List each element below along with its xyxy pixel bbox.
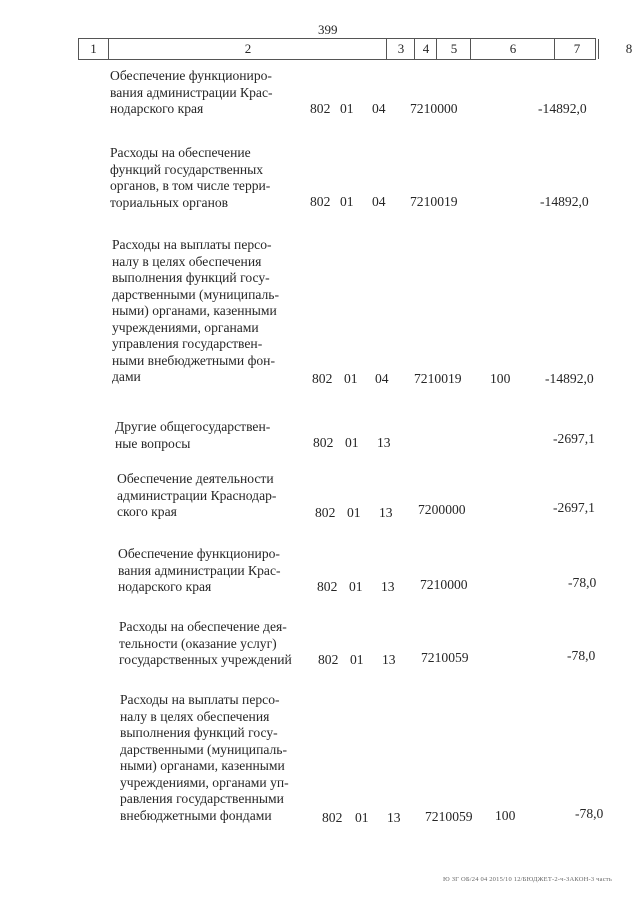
row-code-5: 13 xyxy=(381,579,395,594)
row-code-6: 7210019 xyxy=(414,371,462,386)
header-col-2: 2 xyxy=(108,39,387,59)
row-code-5: 13 xyxy=(379,505,393,520)
row-code-6: 7210000 xyxy=(420,577,468,592)
row-description: Обеспечение деятельности администрации Краснодар- ского края xyxy=(117,471,277,519)
header-col-4: 4 xyxy=(414,39,437,59)
row-code-6: 7210059 xyxy=(425,809,473,824)
row-code-5: 13 xyxy=(382,652,396,667)
row-code-5: 04 xyxy=(372,194,386,209)
row-code-3: 802 xyxy=(312,371,333,386)
row-code-4: 01 xyxy=(344,371,358,386)
page-number: 399 xyxy=(318,22,338,37)
row-code-7: 100 xyxy=(490,371,511,386)
row-amount: -2697,1 xyxy=(553,431,595,446)
row-code-6: 7200000 xyxy=(418,502,466,517)
row-description: Обеспечение функциониро- вания администрации Крас- нодарского края xyxy=(118,546,281,594)
row-description: Расходы на выплаты персо- налу в целях обеспечения выполнения функций госу- дарственными (муниципаль- ными) органами, казенными учреждениями, органами управления государствен- ными внебюджетными фон- дами xyxy=(112,237,280,384)
row-amount: -14892,0 xyxy=(540,194,589,209)
row-description: Расходы на выплаты персо- налу в целях обеспечения выполнения функций госу- дарственными (муниципаль- ными) органами, казенными учреждениями, органами уп- равления государственными внебюджетными фондами xyxy=(120,692,289,823)
row-description: Обеспечение функциониро- вания администрации Крас- нодарского края xyxy=(110,68,273,116)
row-code-4: 01 xyxy=(349,579,363,594)
header-col-8: 8 xyxy=(598,39,640,59)
row-code-5: 04 xyxy=(375,371,389,386)
header-col-5: 5 xyxy=(436,39,471,59)
row-code-3: 802 xyxy=(322,810,343,825)
row-code-4: 01 xyxy=(340,194,354,209)
row-amount: -78,0 xyxy=(567,648,596,663)
row-code-5: 04 xyxy=(372,101,386,116)
row-amount: -14892,0 xyxy=(538,101,587,116)
header-col-7: 7 xyxy=(554,39,599,59)
row-code-4: 01 xyxy=(355,810,369,825)
row-description: Расходы на обеспечение дея- тельности (оказание услуг) государственных учреждений xyxy=(119,619,292,667)
row-code-4: 01 xyxy=(340,101,354,116)
row-code-5: 13 xyxy=(387,810,401,825)
row-code-4: 01 xyxy=(345,435,359,450)
row-amount: -78,0 xyxy=(568,575,597,590)
row-code-3: 802 xyxy=(317,579,338,594)
row-code-3: 802 xyxy=(313,435,334,450)
row-description: Расходы на обеспечение функций государственных органов, в том числе терри- ториальных органов xyxy=(110,145,271,210)
row-code-6: 7210059 xyxy=(421,650,469,665)
row-amount: -78,0 xyxy=(575,806,604,821)
row-amount: -2697,1 xyxy=(553,500,595,515)
row-code-6: 7210019 xyxy=(410,194,458,209)
row-code-5: 13 xyxy=(377,435,391,450)
row-code-3: 802 xyxy=(318,652,339,667)
header-col-1: 1 xyxy=(90,41,97,56)
table-header xyxy=(78,38,633,60)
row-code-4: 01 xyxy=(350,652,364,667)
header-col-6: 6 xyxy=(470,39,555,59)
row-code-3: 802 xyxy=(315,505,336,520)
row-description: Другие общегосударствен- ные вопросы xyxy=(115,419,271,451)
row-code-3: 802 xyxy=(310,194,331,209)
row-code-4: 01 xyxy=(347,505,361,520)
row-code-3: 802 xyxy=(310,101,331,116)
row-amount: -14892,0 xyxy=(545,371,594,386)
header-col-3: 3 xyxy=(386,39,415,59)
row-code-7: 100 xyxy=(495,808,516,823)
row-code-6: 7210000 xyxy=(410,101,458,116)
footer-file-stamp: Ю ЗГ ОБ/24 04 2015/10 12/БЮДЖЕТ-2-ч-ЗАКОН-3 часть xyxy=(443,876,612,883)
